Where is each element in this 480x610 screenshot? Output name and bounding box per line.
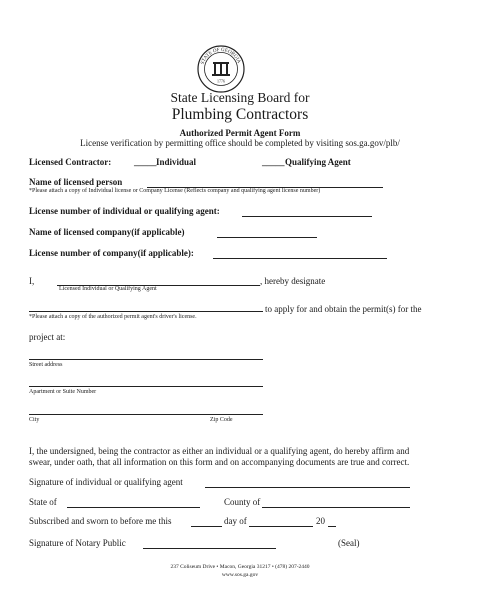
designation-i-label: I, xyxy=(29,276,35,286)
street-address-label: Street address xyxy=(29,362,63,368)
year-prefix-label: 20 xyxy=(316,516,325,526)
company-name-label: Name of licensed company(if applicable) xyxy=(29,227,185,237)
agent-name-field[interactable] xyxy=(29,311,263,312)
company-number-label: License number of company(if applicable): xyxy=(29,248,194,258)
licensed-person-note: *Please attach a copy of Individual license or Company License (Reflects company and qualifying agent license number) xyxy=(29,188,321,194)
company-number-field[interactable] xyxy=(213,258,387,259)
state-field[interactable] xyxy=(67,507,200,508)
agent-license-note: *Please attach a copy of the authorized permit agent's driver's license. xyxy=(29,314,197,320)
apartment-field[interactable] xyxy=(29,386,263,387)
signature-label: Signature of individual or qualifying agent xyxy=(29,477,183,487)
footer-website[interactable]: www.sos.ga.gov xyxy=(221,572,259,578)
footer-address: 237 Coliseum Drive • Macon, Georgia 31217 • (478) 207-2440 xyxy=(170,564,310,570)
svg-text:1776: 1776 xyxy=(217,78,225,84)
hereby-designate-text: , hereby designate xyxy=(260,276,326,286)
licensed-contractor-label: Licensed Contractor: xyxy=(29,157,112,167)
signature-field[interactable] xyxy=(205,487,410,488)
notary-label: Signature of Notary Public xyxy=(29,538,126,548)
individual-checkbox-blank[interactable]: _____ xyxy=(134,157,157,167)
board-name-line1: State Licensing Board for xyxy=(170,90,310,105)
verification-note: License verification by permitting office should be completed by visiting sos.ga.gov/plb/ xyxy=(80,138,400,148)
svg-text:STATE OF GEORGIA: STATE OF GEORGIA xyxy=(200,47,241,66)
street-address-field[interactable] xyxy=(29,359,263,360)
qualifying-option-label: Qualifying Agent xyxy=(285,157,351,167)
board-name-line2: Plumbing Contractors xyxy=(171,106,309,123)
county-label: County of xyxy=(224,497,261,507)
day-of-label: day of xyxy=(224,516,247,526)
affirmation-line2: swear, under oath, that all information on this form and on accompanying documents are true and correct. xyxy=(29,457,410,467)
county-field[interactable] xyxy=(262,507,410,508)
zip-label: Zip Code xyxy=(210,417,233,423)
affirmation-line1: I, the undersigned, being the contractor as either an individual or a qualifying agent, do hereby affirm and xyxy=(29,446,410,456)
license-number-label: License number of individual or qualifying agent: xyxy=(29,206,220,216)
georgia-state-seal-icon xyxy=(196,44,246,94)
state-label: State of xyxy=(29,497,57,507)
notary-signature-field[interactable] xyxy=(143,548,276,549)
year-field[interactable] xyxy=(328,526,336,527)
month-field[interactable] xyxy=(249,526,313,527)
apply-text: to apply for and obtain the permit(s) for the xyxy=(265,304,422,314)
license-number-field[interactable] xyxy=(242,216,372,217)
form-title: Authorized Permit Agent Form xyxy=(179,128,301,138)
day-field[interactable] xyxy=(191,526,222,527)
city-zip-field[interactable] xyxy=(29,414,263,415)
licensed-person-label: Name of licensed person xyxy=(29,177,123,187)
subscribed-label: Subscribed and sworn to before me this xyxy=(29,516,172,526)
apartment-label: Apartment or Suite Number xyxy=(29,389,97,395)
project-at-label: project at: xyxy=(29,332,66,342)
designator-sublabel: Licensed Individual or Qualifying Agent xyxy=(59,286,157,292)
seal-label: (Seal) xyxy=(338,538,360,548)
company-name-field[interactable] xyxy=(217,237,317,238)
individual-option-label: Individual xyxy=(156,157,197,167)
qualifying-checkbox-blank[interactable]: _____ xyxy=(262,157,285,167)
city-label: City xyxy=(29,417,40,423)
